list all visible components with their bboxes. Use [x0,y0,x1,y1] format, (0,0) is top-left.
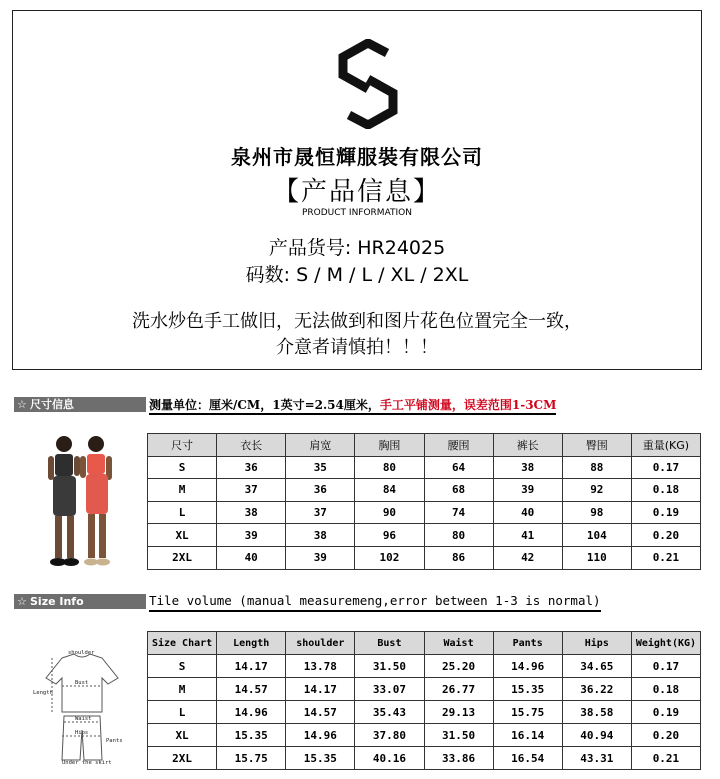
s-logo-icon [335,39,401,129]
garment-measurement-diagram [32,650,132,765]
header-waist: Waist [424,632,493,655]
measurement-cell: 14.96 [493,655,562,678]
measurement-cell: 92 [562,479,631,502]
product-info-title: 【产品信息】 [272,177,441,207]
diagram-label-pants: Pants [106,738,123,744]
measurement-cell: 15.75 [493,701,562,724]
measurement-cell: 29.13 [424,701,493,724]
measurement-cell: 31.50 [355,655,424,678]
size-label-cell: S [148,655,217,678]
measurement-cell: 14.17 [286,678,355,701]
measurement-cell: 14.96 [286,724,355,747]
header-size-chart: Size Chart [148,632,217,655]
section-tag-label: 尺寸信息 [30,398,74,411]
size-label-cell: S [148,456,217,479]
measurement-note-en: Tile volume (manual measuremeng,error between 1-3 is normal) [149,593,601,612]
measurement-cell: 14.96 [217,701,286,724]
table-row [148,479,701,502]
measurement-cell: 42 [493,546,562,569]
measurement-cell: 0.19 [631,701,700,724]
measurement-cell: 14.17 [217,655,286,678]
measurement-cell: 13.78 [286,655,355,678]
header-pants: Pants [493,632,562,655]
measurement-cell: 15.75 [217,747,286,770]
star-icon: ☆ [17,398,27,411]
measurement-cell: 31.50 [424,724,493,747]
diagram-label-under: Under the skirt [62,760,112,765]
measurement-cell: 33.07 [355,678,424,701]
measurement-note-text: 测量单位：厘米/CM，1英寸=2.54厘米， [149,398,380,412]
measurement-cell: 0.21 [631,747,700,770]
measurement-cell: 37 [217,479,286,502]
model-right-top [87,454,105,474]
shorts-outline [62,716,102,760]
measurement-cell: 40.16 [355,747,424,770]
product-info-subtitle: PRODUCT INFORMATION [301,208,413,218]
header-shoulder: shoulder [286,632,355,655]
measurement-cell: 40 [493,501,562,524]
table-row [148,701,701,724]
measurement-cell: 14.57 [217,678,286,701]
measurement-cell: 0.17 [631,456,700,479]
product-info-box [12,10,702,370]
diagram-label-hips: Hips [75,730,89,736]
measurement-cell: 15.35 [217,724,286,747]
notice-line-2: 介意者请慎拍！！！ [276,337,438,358]
measurement-cell: 90 [355,501,424,524]
measurement-note-cn [149,396,556,415]
measurement-cell: 15.35 [493,678,562,701]
measurement-cell: 98 [562,501,631,524]
table-header-row [148,632,701,655]
header-weight: 重量(KG) [631,434,700,457]
measurement-cell: 38 [493,456,562,479]
measurement-cell: 64 [424,456,493,479]
measurement-cell: 36 [286,479,355,502]
header-shoulder: 肩宽 [286,434,355,457]
measurement-cell: 110 [562,546,631,569]
measurement-cell: 35 [286,456,355,479]
measurement-cell: 84 [355,479,424,502]
size-table-cn [147,433,701,570]
header-hips: 臀围 [562,434,631,457]
measurement-cell: 33.86 [424,747,493,770]
measurement-cell: 80 [424,524,493,547]
header-bust: 胸围 [355,434,424,457]
measurement-cell: 0.21 [631,546,700,569]
measurement-cell: 37.80 [355,724,424,747]
measurement-cell: 38 [286,524,355,547]
measurement-cell: 74 [424,501,493,524]
size-label-cell: M [148,678,217,701]
model-left-top [55,454,73,476]
size-label-cell: 2XL [148,747,217,770]
header-length: Length [217,632,286,655]
header-waist: 腰围 [424,434,493,457]
size-label-cell: XL [148,724,217,747]
table-row [148,747,701,770]
measurement-cell: 38 [217,501,286,524]
header-size: 尺寸 [148,434,217,457]
table-row [148,501,701,524]
company-name: 泉州市晟恒輝服裝有限公司 [231,145,483,169]
section-tag-en [14,594,146,609]
measurement-cell: 0.20 [631,524,700,547]
measurement-cell: 86 [424,546,493,569]
measurement-cell: 40 [217,546,286,569]
measurement-cell: 34.65 [562,655,631,678]
model-photo [34,430,124,570]
size-table-en [147,631,701,770]
header-pants: 裤长 [493,434,562,457]
table-row [148,546,701,569]
measurement-cell: 15.35 [286,747,355,770]
measurement-cell: 37 [286,501,355,524]
product-code: 产品货号: HR24025 [268,237,446,259]
measurement-cell: 43.31 [562,747,631,770]
section-tag-label: Size Info [30,595,84,608]
measurement-cell: 0.17 [631,655,700,678]
measurement-cell: 16.14 [493,724,562,747]
measurement-cell: 39 [493,479,562,502]
table-row [148,678,701,701]
measurement-cell: 36.22 [562,678,631,701]
measurement-cell: 102 [355,546,424,569]
table-row [148,655,701,678]
size-label-cell: L [148,701,217,724]
measurement-cell: 26.77 [424,678,493,701]
star-icon: ☆ [17,595,27,608]
measurement-cell: 38.58 [562,701,631,724]
diagram-label-shoulder: shoulder [68,650,95,656]
measurement-cell: 88 [562,456,631,479]
size-label-cell: XL [148,524,217,547]
measurement-cell: 104 [562,524,631,547]
notice-line-1: 洗水炒色手工做旧，无法做到和图片花色位置完全一致， [132,311,582,332]
measurement-cell: 25.20 [424,655,493,678]
size-range: 码数: S / M / L / XL / 2XL [245,264,469,286]
diagram-label-waist: Waist [75,716,92,722]
measurement-cell: 80 [355,456,424,479]
table-row [148,724,701,747]
measurement-note-warning: 手工平铺测量，误差范围1-3CM [379,398,557,412]
measurement-cell: 0.18 [631,678,700,701]
measurement-cell: 40.94 [562,724,631,747]
measurement-cell: 68 [424,479,493,502]
measurement-cell: 39 [286,546,355,569]
model-left-head [56,436,72,452]
measurement-cell: 96 [355,524,424,547]
table-row [148,456,701,479]
header-length: 衣长 [217,434,286,457]
table-row [148,524,701,547]
diagram-label-bust: Bust [75,680,89,686]
measurement-cell: 0.18 [631,479,700,502]
measurement-cell: 0.19 [631,501,700,524]
size-label-cell: 2XL [148,546,217,569]
measurement-cell: 14.57 [286,701,355,724]
model-right-head [88,436,104,452]
measurement-cell: 16.54 [493,747,562,770]
header-hips: Hips [562,632,631,655]
header-weight: Weight(KG) [631,632,700,655]
size-label-cell: M [148,479,217,502]
table-header-row [148,434,701,457]
measurement-cell: 36 [217,456,286,479]
model-left-shorts [53,476,76,516]
header-bust: Bust [355,632,424,655]
section-tag-cn [14,397,146,412]
model-right-shorts [86,474,108,514]
measurement-cell: 35.43 [355,701,424,724]
measurement-cell: 39 [217,524,286,547]
measurement-cell: 41 [493,524,562,547]
size-label-cell: L [148,501,217,524]
diagram-label-length: Length [33,690,53,696]
measurement-cell: 0.20 [631,724,700,747]
